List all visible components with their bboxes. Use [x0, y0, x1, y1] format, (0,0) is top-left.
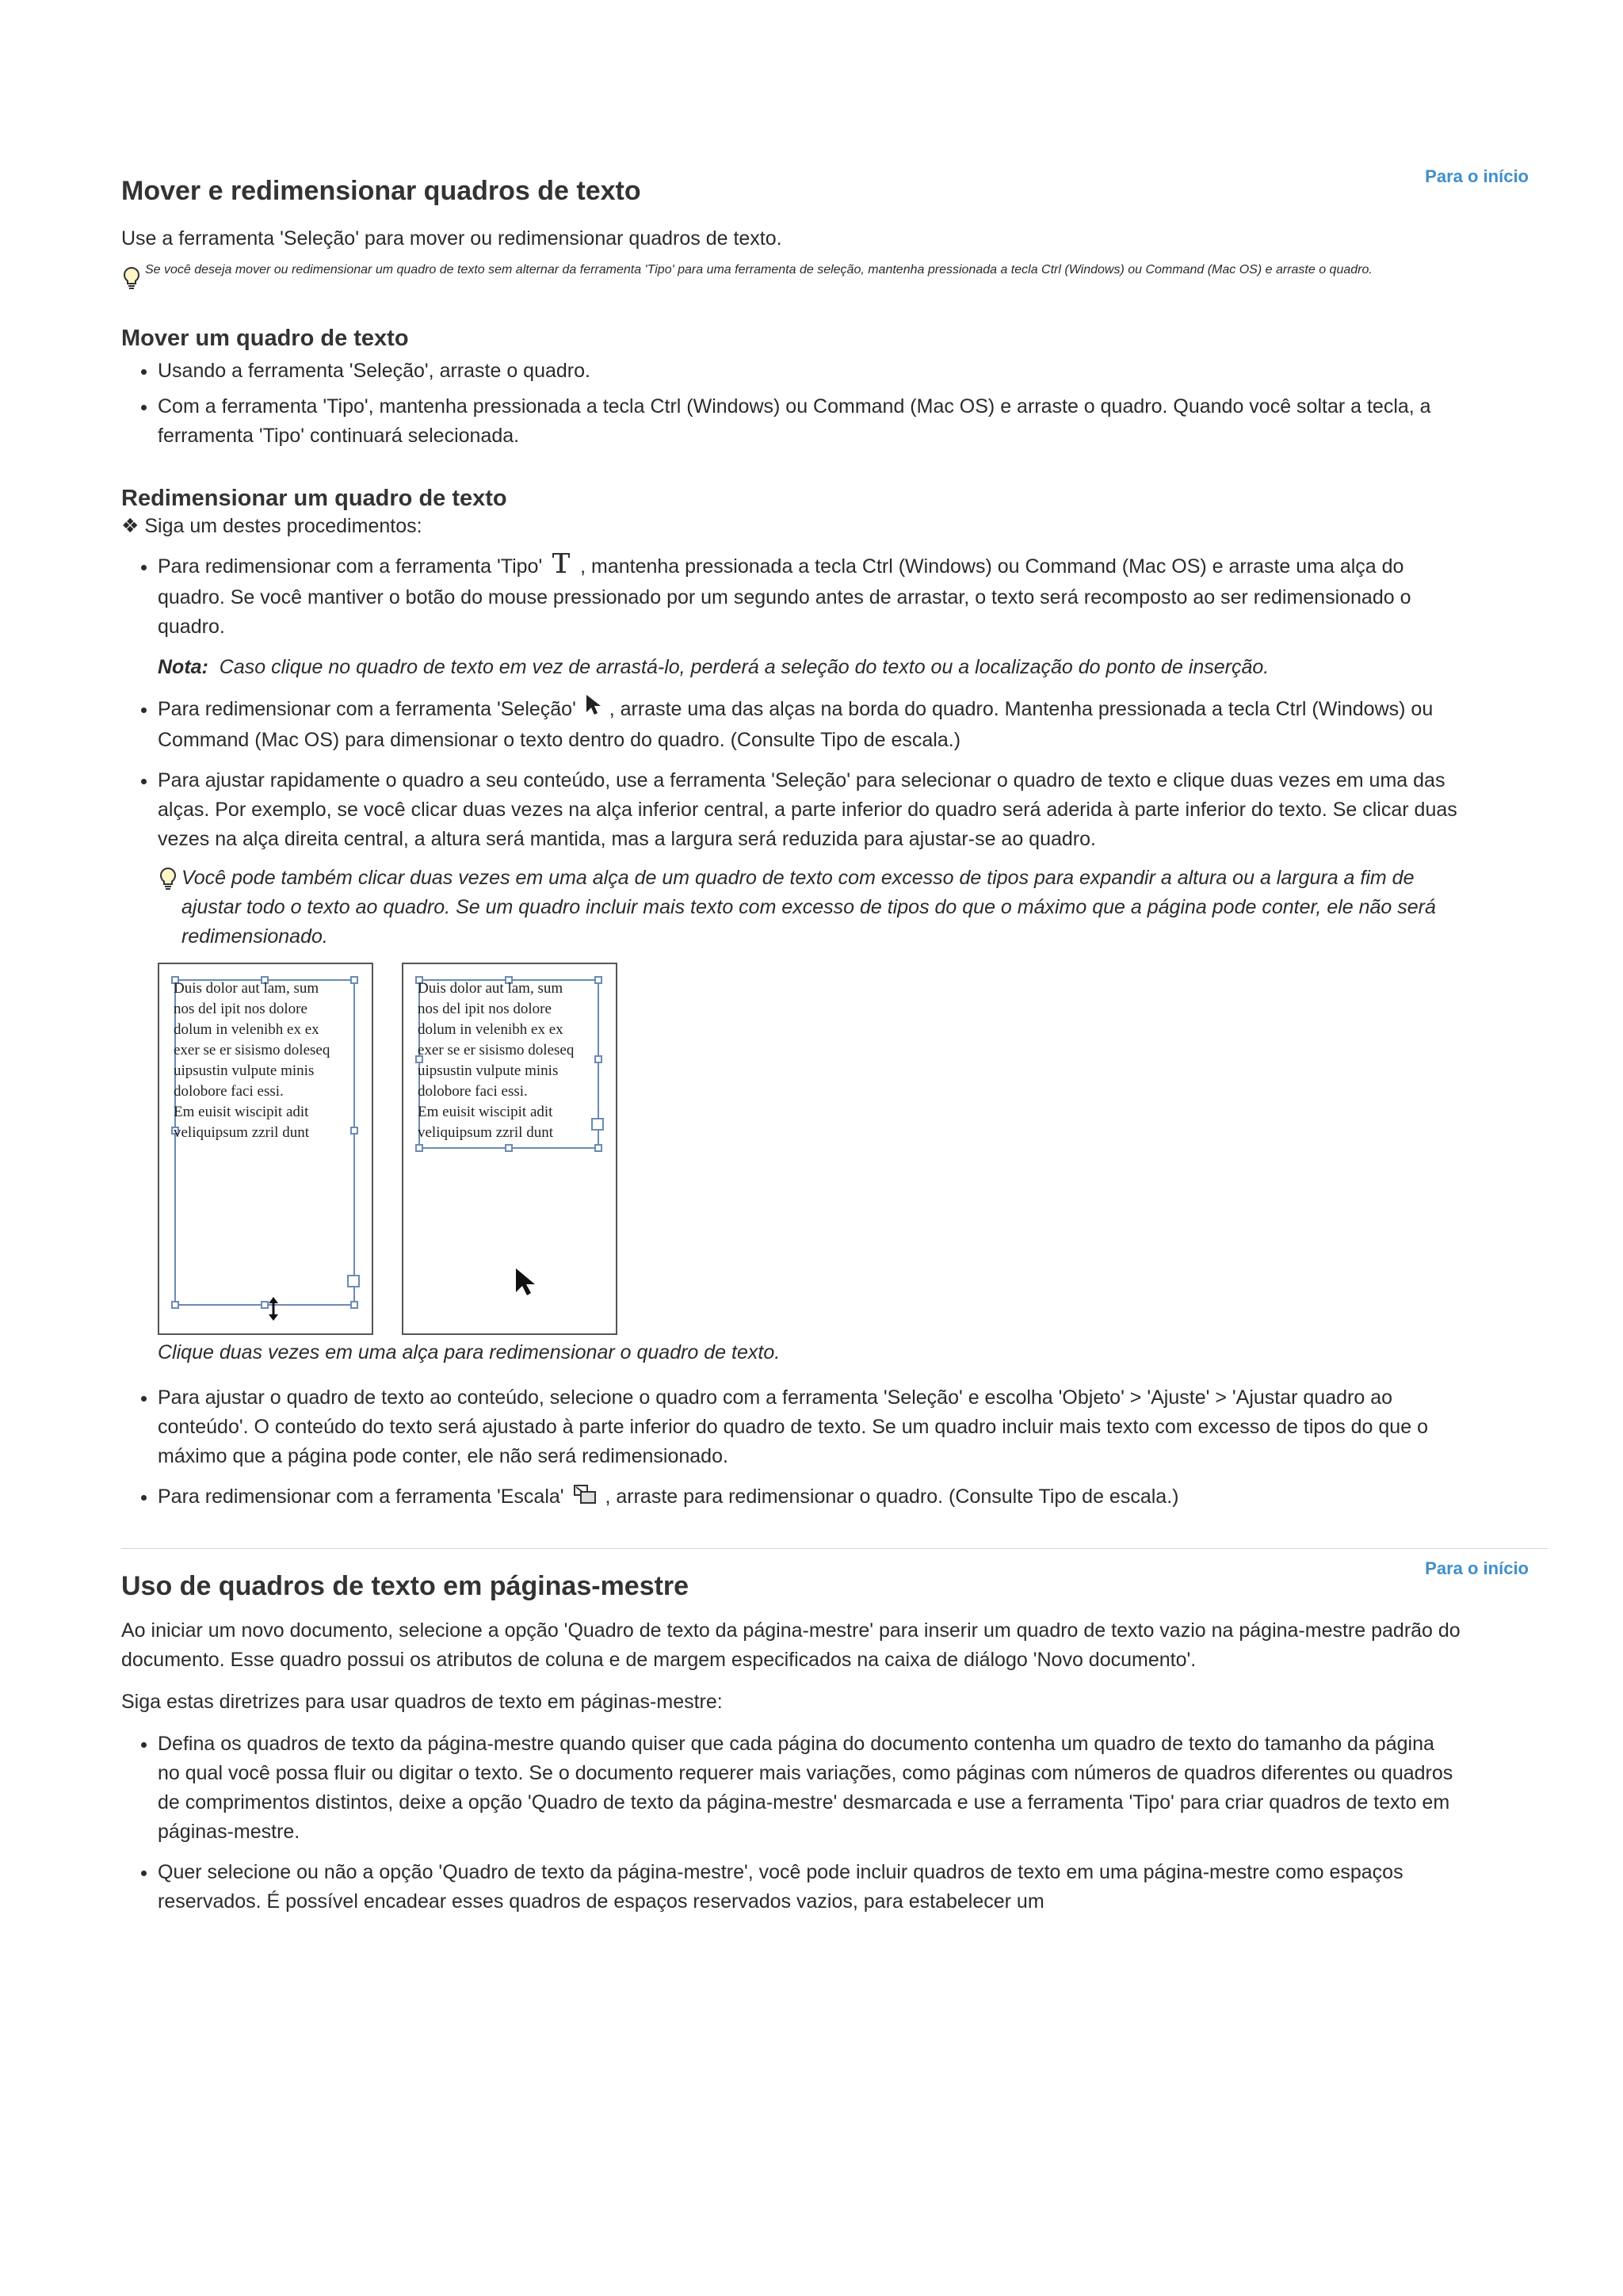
back-to-top-link[interactable]: Para o início	[1425, 166, 1529, 186]
item-text: , mantenha pressionada a tecla Ctrl (Windows) ou Command (Mac OS) e arraste uma alça do quadro. Se você mantiver o botão do mouse pressionado por um segundo antes de arrastar, o texto será recomposto ao ser redimensionado o quadro.	[158, 555, 1411, 638]
section-move-resize	[121, 0, 1548, 1513]
tip-text: Você pode também clicar duas vezes em uma alça de um quadro de texto com excesso de tipos para expandir a altura ou a largura a fim de ajustar todo o texto ao quadro. Se um quadro incluir mais texto com excesso de tipos do que o máximo que a página pode conter, ele não será redimensionado.	[181, 867, 1436, 948]
move-list	[121, 357, 1457, 451]
move-heading: Mover um quadro de texto	[121, 326, 409, 351]
list-item	[158, 551, 1457, 682]
frame-sample-text: Duis dolor aut lam, sum nos del ipit nos dolore dolum in velenibh ex ex exer se er sisismo doleseq uipsustin vulpute minis dolobore faci essi. Em euisit wiscipit adit veliquipsum zzril dunt	[418, 980, 575, 1141]
type-tool-icon	[551, 551, 571, 583]
guidelines-list	[121, 1730, 1457, 1917]
tip-callout	[158, 864, 1457, 952]
note-label: Nota:	[158, 656, 208, 678]
guidelines-text: Siga estas diretrizes para usar quadros de texto em páginas-mestre:	[121, 1691, 723, 1713]
item-text: Para redimensionar com a ferramenta 'Tipo'	[158, 555, 543, 578]
list-item	[158, 766, 1457, 1367]
list-item: • Com a ferramenta 'Tipo', mantenha pressionada a tecla Ctrl (Windows) ou Command (Mac OS) e arraste o quadro. Quando você soltar a tecla, a ferramenta 'Tipo' continuará selecionada.	[158, 392, 1457, 451]
tip-callout	[121, 263, 1516, 294]
frame-after	[402, 963, 617, 1335]
item-text: , arraste uma das alças na borda do quadro. Mantenha pressionada a tecla Ctrl (Windows) ou Command (Mac OS) para dimensionar o texto dentro do quadro. (Consulte Tipo de escala.)	[158, 698, 1434, 751]
resize-list	[121, 551, 1457, 1513]
item-text: Para redimensionar com a ferramenta 'Seleção'	[158, 698, 576, 720]
intro-text: Ao iniciar um novo documento, selecione a opção 'Quadro de texto da página-mestre' para inserir um quadro de texto vazio na página-mestre padrão do documento. Esse quadro possui os atributos de coluna e de margem especificados na caixa de diálogo 'Novo documento'.	[121, 1619, 1461, 1671]
note-text: Caso clique no quadro de texto em vez de arrastá-lo, perderá a seleção do texto ou a localização do ponto de inserção.	[219, 656, 1270, 678]
lightbulb-icon	[158, 867, 181, 899]
item-text: Para redimensionar com a ferramenta 'Escala'	[158, 1486, 564, 1508]
item-text: Para ajustar o quadro de texto ao conteúdo, selecione o quadro com a ferramenta 'Seleção' e escolha 'Objeto' > 'Ajuste' > 'Ajustar quadro ao conteúdo'. O conteúdo do texto será ajustado à parte inferior do quadro de texto. Se um quadro incluir mais texto com excesso de tipos do que o máximo que a página pode conter, ele não será redimensionado.	[158, 1386, 1428, 1467]
section-title: Mover e redimensionar quadros de texto	[121, 176, 641, 206]
list-item	[158, 1482, 1457, 1513]
list-item: • Defina os quadros de texto da página-mestre quando quiser que cada página do documento contenha um quadro de texto do tamanho da página no qual você possa fluir ou digitar o texto. Se o documento requerer mais variações, como páginas com números de quadros diferentes ou quadros de comprimentos distintos, deixe a opção 'Quadro de texto da página-mestre' desmarcada e use a ferramenta 'Tipo' para criar quadros de texto em páginas-mestre.	[158, 1730, 1457, 1847]
page	[121, 0, 1548, 1917]
tip-text: Se você deseja mover ou redimensionar um quadro de texto sem alternar da ferramenta 'Tipo' para uma ferramenta de seleção, mantenha pressionada a tecla Ctrl (Windows) ou Command (Mac OS) e arraste o quadro.	[145, 263, 1373, 277]
list-item: • Usando a ferramenta 'Seleção', arraste o quadro.	[158, 357, 1457, 386]
list-item: • Quer selecione ou não a opção 'Quadro de texto da página-mestre', você pode incluir quadros de texto em uma página-mestre como espaços reservados. É possível encadear esses quadros de espaços reservados vazios, para estabelecer um	[158, 1858, 1457, 1917]
section-title: Uso de quadros de texto em páginas-mestre	[121, 1571, 689, 1601]
scale-tool-icon	[573, 1484, 597, 1513]
resize-intro: ❖ Siga um destes procedimentos:	[121, 515, 422, 537]
frame-before	[158, 963, 373, 1335]
figure-caption: Clique duas vezes em uma alça para redimensionar o quadro de texto.	[158, 1341, 781, 1363]
selection-tool-icon	[585, 693, 601, 726]
note	[158, 653, 1457, 682]
list-item	[158, 1383, 1457, 1471]
lightbulb-icon	[121, 266, 145, 294]
item-text: , arraste para redimensionar o quadro. (Consulte Tipo de escala.)	[605, 1486, 1179, 1508]
resize-heading: Redimensionar um quadro de texto	[121, 486, 507, 511]
list-item	[158, 693, 1457, 755]
figure	[158, 963, 1457, 1335]
item-text: Para ajustar rapidamente o quadro a seu conteúdo, use a ferramenta 'Seleção' para selecionar o quadro de texto e clique duas vezes em uma das alças. Por exemplo, se você clicar duas vezes na alça inferior central, a parte inferior do quadro será aderida à parte inferior do texto. Se clicar duas vezes na alça direita central, a altura será mantida, mas a largura será reduzida para ajustar-se ao quadro.	[158, 769, 1457, 850]
section-master-pages	[121, 1549, 1548, 1917]
back-to-top-link[interactable]: Para o início	[1425, 1558, 1529, 1578]
frame-sample-text: Duis dolor aut lam, sum nos del ipit nos dolore dolum in velenibh ex ex exer se er sisismo doleseq uipsustin vulpute minis dolobore faci essi. Em euisit wiscipit adit veliquipsum zzril dunt	[174, 980, 330, 1141]
intro-text: Use a ferramenta 'Seleção' para mover ou redimensionar quadros de texto.	[121, 227, 782, 250]
